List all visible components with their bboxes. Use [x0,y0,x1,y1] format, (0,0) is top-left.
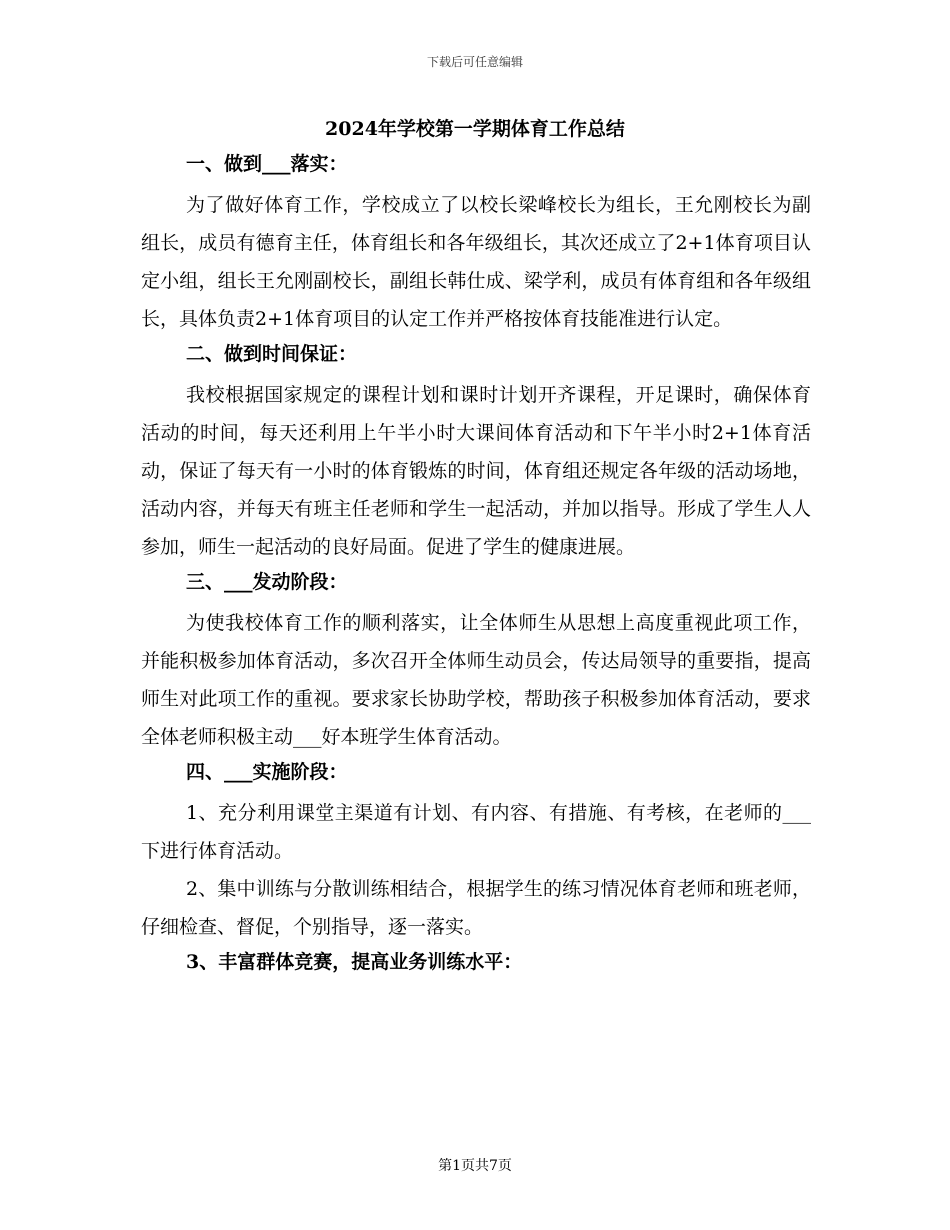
document-title: 2024年学校第一学期体育工作总结 [325,118,625,140]
section-5 [141,949,811,975]
section-2 [141,341,811,566]
section-heading: 一、做到___落实： [186,153,348,175]
page-number: 第1页共7页 [438,1158,512,1174]
section-heading: 3、丰富群体竞赛，提高业务训练水平： [186,951,523,973]
page-header-note: 下载后可任意编辑 [426,55,523,69]
section-paragraph: 为使我校体育工作的顺利落实，让全体师生从思想上高度重视此项工作，并能积极参加体育活动，多次召开全体师生动员会，传达局领导的重要指，提高师生对此项工作的重视。要求家长协助学校，帮助孩子积极参加体育活动，要求全体老师积极主动___好本班学生体育活动。 [141,612,811,748]
section-4 [141,759,811,946]
section-3 [141,569,811,756]
document-body [141,148,811,984]
section-heading: 四、___实施阶段： [186,761,348,783]
section-paragraph: 2、集中训练与分散训练相结合，根据学生的练习情况体育老师和班老师，仔细检查、督促，个别指导，逐一落实。 [141,878,811,938]
section-1 [141,151,811,338]
section-heading: 二、做到时间保证： [186,343,358,365]
section-paragraph: 为了做好体育工作，学校成立了以校长梁峰校长为组长，王允刚校长为副组长，成员有德育主任，体育组长和各年级组长，其次还成立了2+1体育项目认定小组，组长王允刚副校长，副组长韩仕成、梁学利，成员有体育组和各年级组长，具体负责2+1体育项目的认定工作并严格按体育技能准进行认定。 [141,194,811,330]
section-paragraph: 我校根据国家规定的课程计划和课时计划开齐课程，开足课时，确保体育活动的时间，每天还利用上午半小时大课间体育活动和下午半小时2+1体育活动，保证了每天有一小时的体育锻炼的时间，体育组还规定各年级的活动场地，活动内容，并每天有班主任老师和学生一起活动，并加以指导。形成了学生人人参加，师生一起活动的良好局面。促进了学生的健康进展。 [141,384,811,558]
section-heading: 三、___发动阶段： [186,571,348,593]
section-paragraph: 1、充分利用课堂主渠道有计划、有内容、有措施、有考核，在老师的___下进行体育活动。 [141,802,811,862]
